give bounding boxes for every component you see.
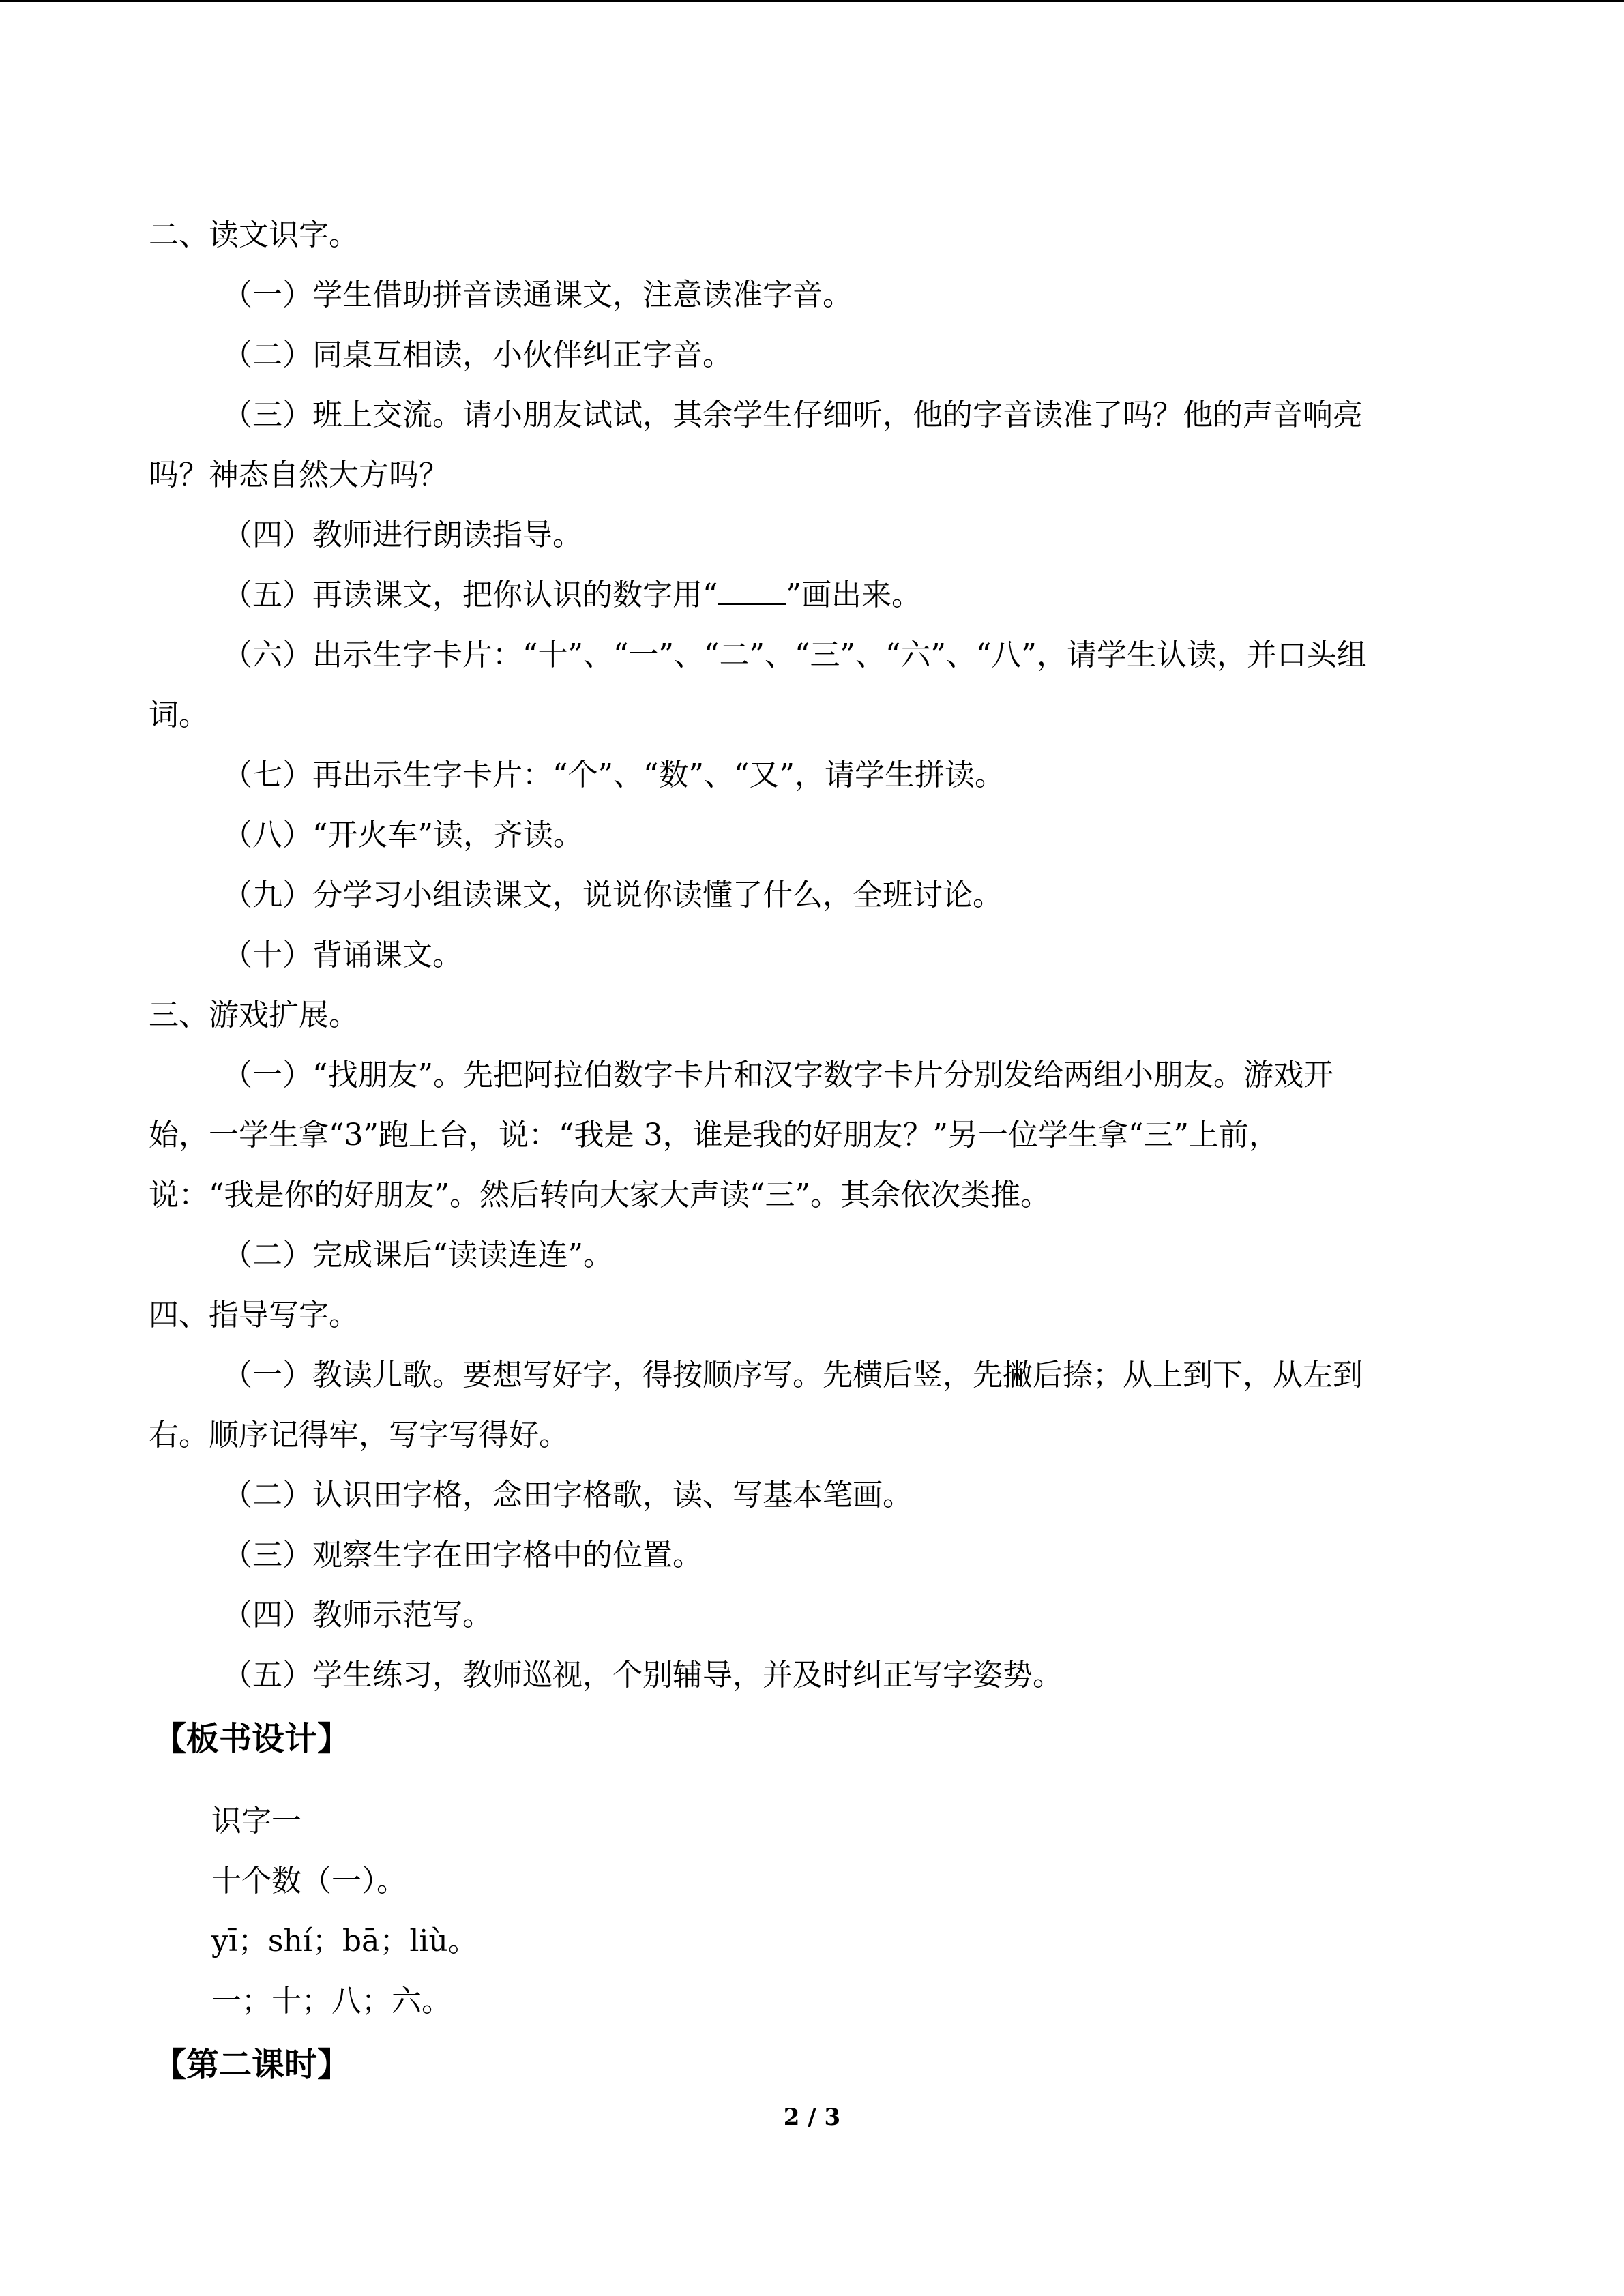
- step-text-before-blank: （五）再读课文，把你认识的数字用“: [222, 578, 718, 612]
- step-line: （四）教师进行朗读指导。: [222, 518, 582, 552]
- step-line: （四）教师示范写。: [222, 1598, 492, 1632]
- step-line-with-blank: [222, 575, 921, 616]
- step-line: （一）教读儿歌。要想写好字，得按顺序写。先横后竖，先撇后捺；从上到下，从左到: [222, 1358, 1363, 1392]
- step-line: （一）学生借助拼音读通课文，注意读准字音。: [222, 278, 853, 312]
- second-lesson-title: 【第二课时】: [153, 2046, 351, 2084]
- section-heading-reading: 二、读文识字。: [149, 218, 359, 252]
- section-heading-game: 三、游戏扩展。: [149, 998, 359, 1032]
- page-number: 2 / 3: [783, 2104, 841, 2131]
- board-line: 识字一: [211, 1804, 301, 1838]
- step-line-continued: 始，一学生拿“3”跑上台，说：“我是 3，谁是我的好朋友？”另一位学生拿“三”上前，: [149, 1118, 1279, 1152]
- step-line: （二）认识田字格，念田字格歌，读、写基本笔画。: [222, 1478, 913, 1512]
- step-line: （九）分学习小组读课文，说说你读懂了什么，全班讨论。: [222, 878, 1003, 912]
- step-line-continued: 右。顺序记得牢，写字写得好。: [149, 1418, 569, 1452]
- step-line: （一）“找朋友”。先把阿拉伯数字卡片和汉字数字卡片分别发给两组小朋友。游戏开: [222, 1058, 1333, 1092]
- step-line: （二）完成课后“读读连连”。: [222, 1238, 613, 1272]
- board-line: 十个数（一）。: [211, 1864, 407, 1898]
- step-line-continued: 说：“我是你的好朋友”。然后转向大家大声读“三”。其余依次类推。: [149, 1178, 1050, 1212]
- section-heading-writing: 四、指导写字。: [149, 1298, 359, 1332]
- step-line: （八）“开火车”读，齐读。: [222, 818, 583, 852]
- top-border: [0, 0, 1624, 2]
- step-line: （三）观察生字在田字格中的位置。: [222, 1538, 703, 1572]
- step-line: （五）学生练习，教师巡视，个别辅导，并及时纠正写字姿势。: [222, 1658, 1063, 1693]
- board-design-title: 【板书设计】: [153, 1720, 351, 1758]
- board-line-pinyin: yī；shí；bā；liù。: [211, 1924, 478, 1958]
- underline-blank: [718, 578, 786, 605]
- step-line: （三）班上交流。请小朋友试试，其余学生仔细听，他的字音读准了吗？他的声音响亮: [222, 398, 1363, 432]
- step-line-continued: 吗？神态自然大方吗？: [149, 458, 449, 492]
- step-text-after-blank: ”画出来。: [786, 578, 921, 612]
- step-line: （七）再出示生字卡片：“个”、“数”、“又”，请学生拼读。: [222, 758, 1005, 792]
- step-line: （二）同桌互相读，小伙伴纠正字音。: [222, 338, 733, 372]
- step-line-continued: 词。: [149, 698, 209, 732]
- board-line: 一；十；八；六。: [211, 1984, 452, 2018]
- step-line: （六）出示生字卡片：“十”、“一”、“二”、“三”、“六”、“八”，请学生认读，并口头组: [222, 638, 1367, 672]
- step-line: （十）背诵课文。: [222, 938, 462, 972]
